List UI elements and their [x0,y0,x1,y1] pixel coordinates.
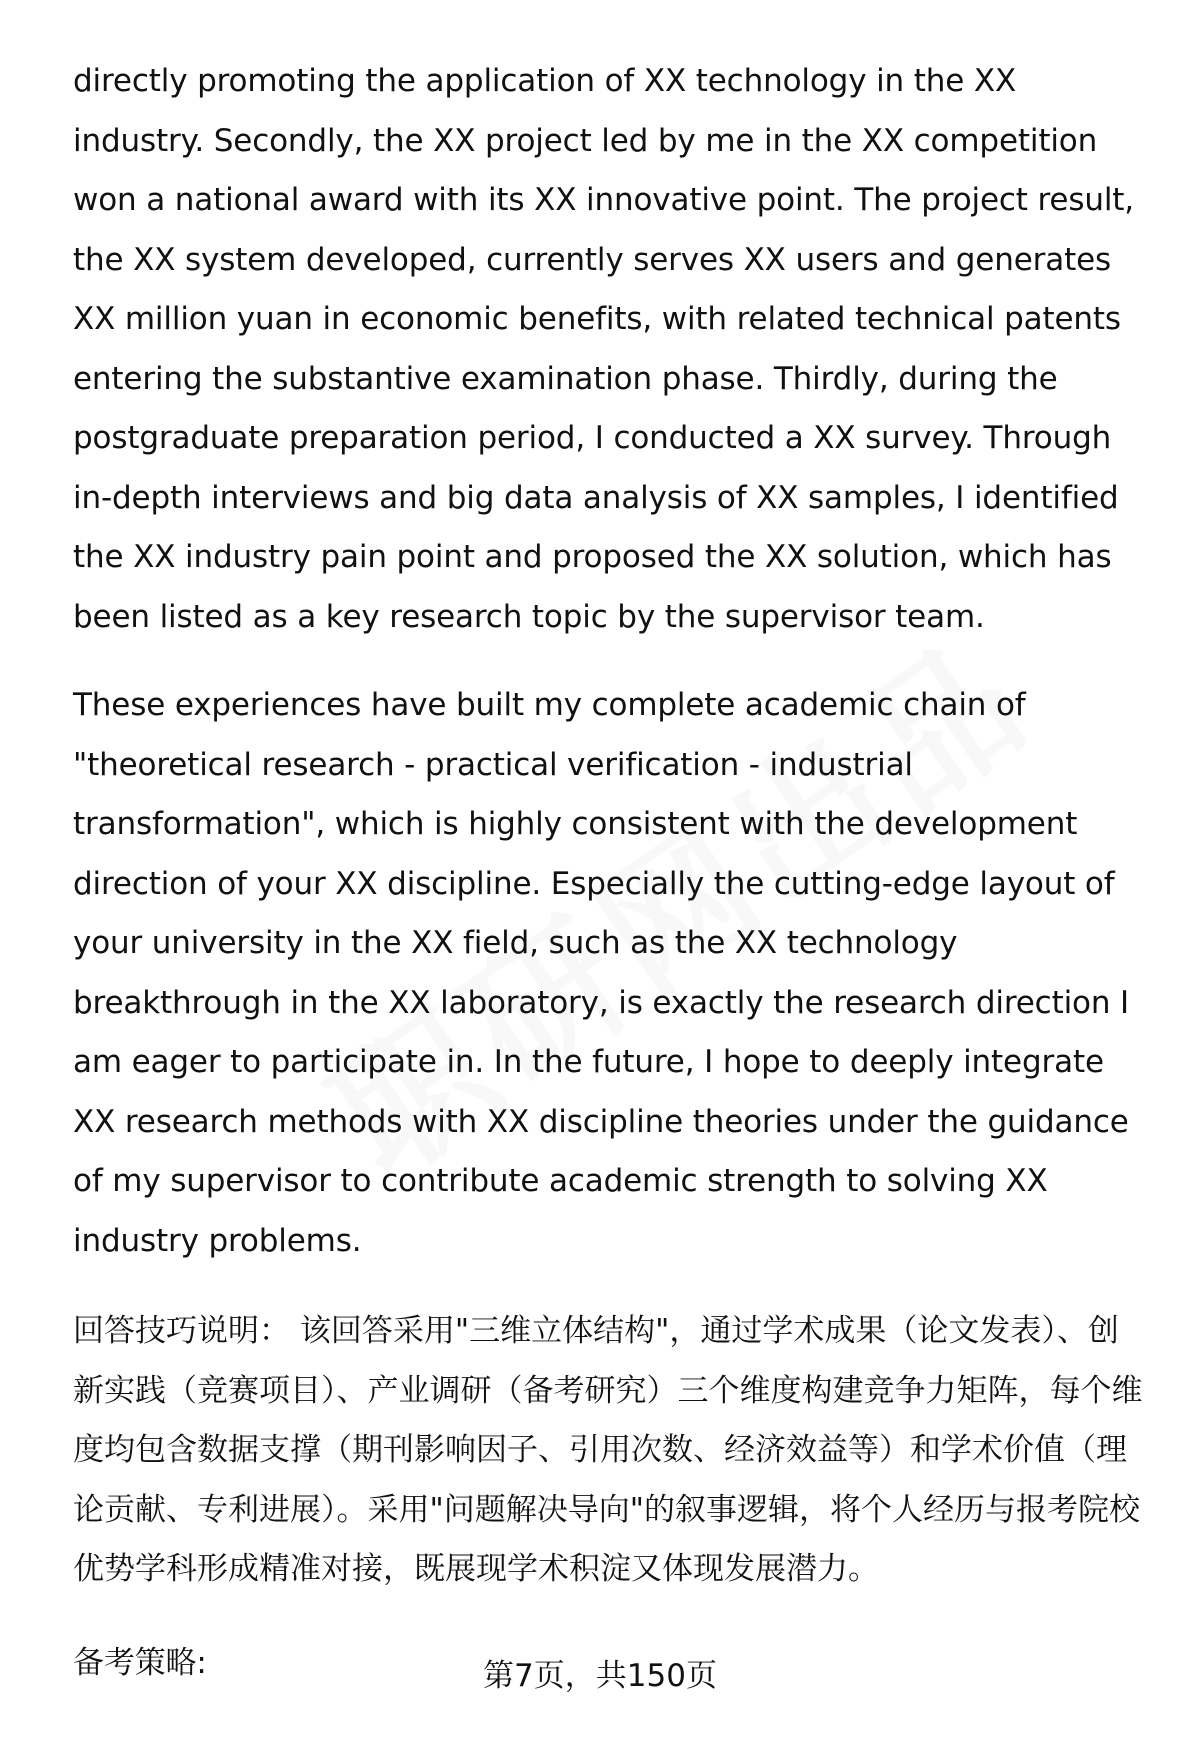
body-paragraph-academic-chain: These experiences have built my complete academic chain of "theoretical research - practical verification - industrial transformation", which is highly consistent with the development direction of your XX discipline. Especially the cutting-edge layout of your university in the XX field, such as the XX technology breakthrough in the XX laboratory, is exactly the research direction I am eager to participate in. In the future, I hope to deeply integrate XX research methods with XX discipline theories under the guidance of my supervisor to contribute academic strength to solving XX industry problems. [73,687,1130,1259]
body-paragraph-achievements: directly promoting the application of XX technology in the XX industry. Secondly, the XX project led by me in the XX competition won a national award with its XX innovative point. The project result, the XX system developed, currently serves XX users and generates XX million yuan in economic benefits, with related technical patents entering the substantive examination phase. Thirdly, during the postgraduate preparation period, I conducted a XX survey. Through in-depth interviews and big data analysis of XX samples, I identified the XX industry pain point and proposed the XX solution, which has been listed as a key research topic by the supervisor team. [73,63,1134,635]
page-number-footer: 第7页，共150页 [483,1658,717,1694]
answer-tips-paragraph: 回答技巧说明： 该回答采用"三维立体结构"，通过学术成果（论文发表）、创新实践（竞赛项目）、产业调研（备考研究）三个维度构建竞争力矩阵，每个维度均包含数据支撑（期刊影响因子、引用次数、经济效益等）和学术价值（理论贡献、专利进展）。采用"问题解决导向"的叙事逻辑，将个人经历与报考院校优势学科形成精准对接，既展现学术积淀又体现发展潜力。 [73,1313,1143,1587]
document-content [73,52,1148,1693]
strategy-heading: 备考策略: [73,1644,207,1681]
